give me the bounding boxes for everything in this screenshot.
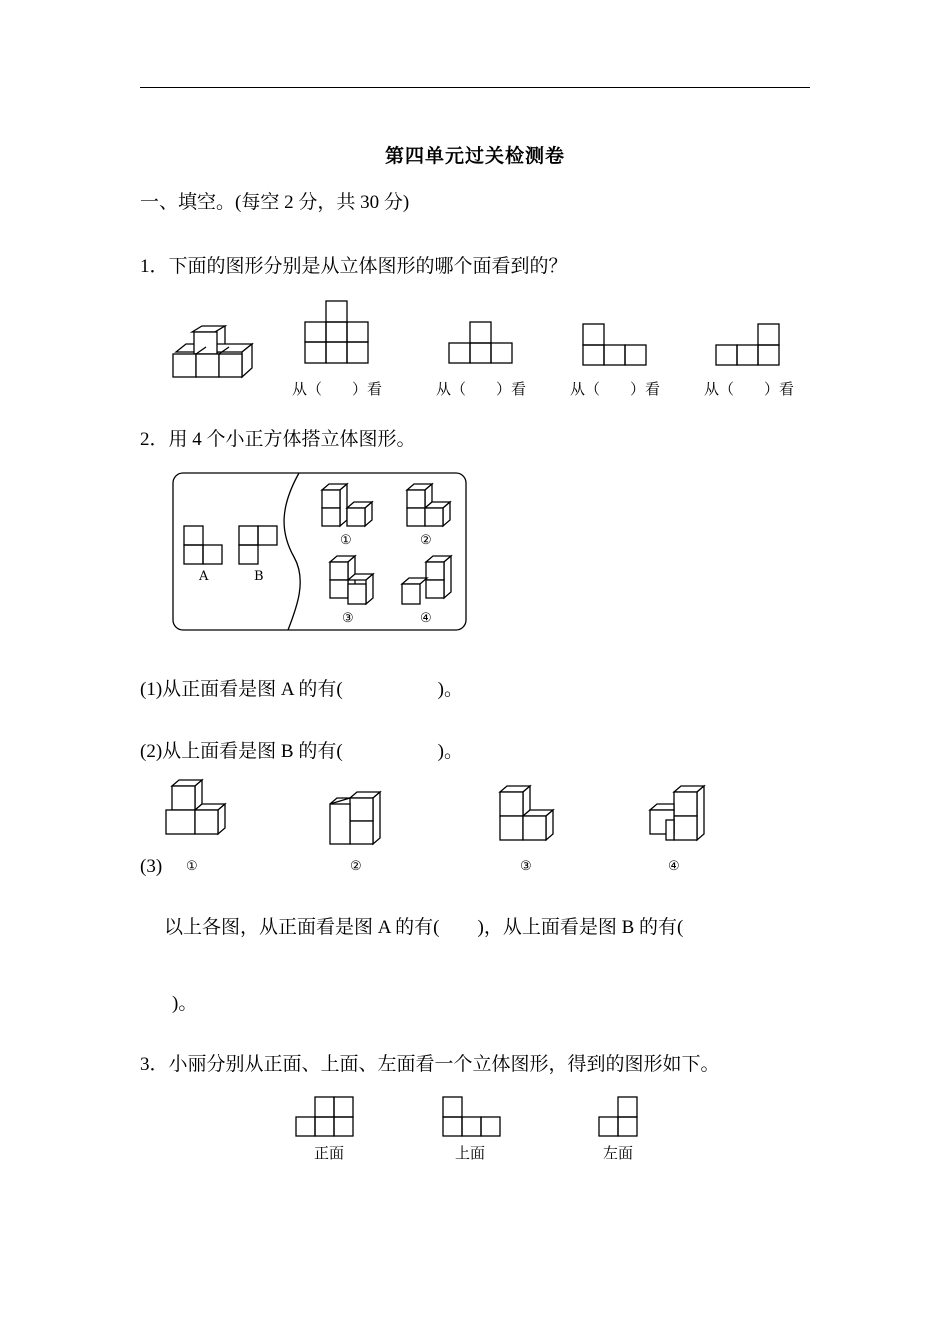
q3-front-view: [296, 1096, 356, 1138]
p3-shape-2: [330, 792, 380, 844]
q3-label-left: 左面: [603, 1144, 634, 1162]
p3-shape-1: [166, 780, 225, 834]
q2-shape-3: [330, 556, 373, 604]
q1-view-1: [305, 300, 369, 364]
question-2-part-1: (1)从正面看是图 A 的有( )。: [140, 679, 463, 700]
p3-num-4: ④: [668, 859, 680, 874]
q1-label-3: 从（ ）看: [570, 380, 661, 398]
q2-shape-2: [407, 484, 450, 526]
q1-view-2: [449, 321, 514, 364]
q1-label-4: 从（ ）看: [704, 380, 795, 398]
question-2-part-3-label: (3): [140, 856, 163, 877]
q2-shape-4-num: ④: [420, 611, 432, 626]
question-2-part-3-line-2: )。: [172, 993, 198, 1014]
question-2: 2．用 4 个小正方体搭立体图形。: [140, 429, 416, 450]
q2-shape-1-num: ①: [340, 533, 352, 548]
question-3: 3．小丽分别从正面、上面、左面看一个立体图形，得到的图形如下。: [140, 1054, 720, 1075]
q1-view-3: [583, 323, 648, 366]
p3-shape-3: [500, 786, 553, 840]
p3-num-1: ①: [186, 859, 198, 874]
q3-label-front: 正面: [314, 1144, 345, 1162]
p3-num-2: ②: [350, 859, 362, 874]
q3-left-view: [599, 1096, 641, 1138]
q3-label-top: 上面: [455, 1144, 486, 1162]
q2-shape-1: [322, 484, 372, 526]
q3-top-view: [443, 1096, 503, 1138]
p3-shape-4: [650, 786, 704, 840]
question-2-part-3-line-1: 以上各图，从正面看是图 A 的有( )，从上面看是图 B 的有(: [164, 917, 684, 938]
q1-view-4: [716, 323, 781, 366]
p3-num-3: ③: [520, 859, 532, 874]
q2-figure-box: [172, 472, 468, 632]
page-title: 第四单元过关检测卷: [384, 146, 565, 167]
q1-label-1: 从（ ）看: [292, 380, 383, 398]
q2-part-3-shapes: [160, 780, 740, 880]
q2-shape-2-num: ②: [420, 533, 432, 548]
q2-shape-4: [402, 556, 451, 604]
view-a-label: A: [199, 569, 209, 584]
question-1: 1．下面的图形分别是从立体图形的哪个面看到的？: [140, 256, 568, 277]
section-heading: 一、填空。(每空 2 分，共 30 分): [140, 192, 410, 213]
q1-solid-figure: [170, 320, 260, 382]
q2-shape-3-num: ③: [342, 611, 354, 626]
q1-label-2: 从（ ）看: [436, 380, 527, 398]
view-b-label: B: [254, 569, 264, 584]
question-2-part-2: (2)从上面看是图 B 的有( )。: [140, 741, 463, 762]
header-rule: [140, 87, 810, 88]
